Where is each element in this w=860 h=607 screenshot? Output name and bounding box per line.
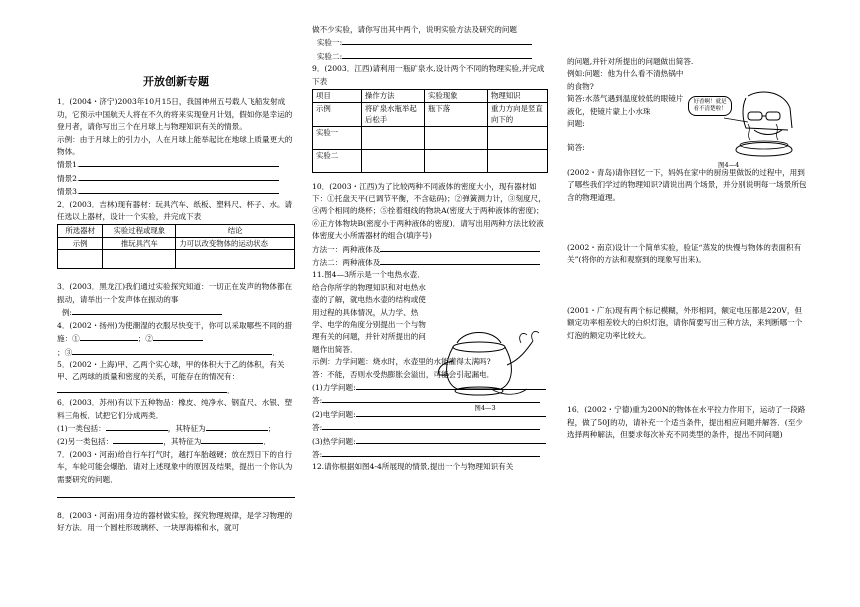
q9-header-item: 项目 — [313, 90, 362, 103]
question-7: 7．(2003・河南)给自行车打气时，越打车胎越硬；放在烈日下的自行车，车轮可能会爆胎．请对上述现象中的原因及结果，提出一个你认为需要研究的问题． — [57, 449, 293, 484]
figure-4-4-caption: 图4—4 — [718, 161, 740, 169]
question-9: 9．(2003．江西)请利用一瓶矿泉水,设计两个不同的物理实验,并完成下表 — [312, 64, 545, 86]
question-13: (2002・青岛)请你回忆一下，妈妈在家中的厨房里做饭的过程中，用到了哪些我们学过的物理知识?请说出两个场景，并分别说明每一场景所包含的物理道理。 — [567, 167, 807, 202]
question-12-cont: 的问题,并针对所提出的问题做出简答. — [567, 57, 694, 66]
thermal-answer-line: 答: — [312, 448, 548, 461]
experiment-2-line: 实验二: — [312, 50, 548, 63]
mechanics-question-line: (1)力学问题: — [312, 381, 548, 394]
q9-row-exp2: 实验二 — [313, 149, 362, 172]
question-8: 8．(2003・河南)用身边的器材做实验，探究物理规律，是学习物理的好方法．用一个圆柱形玻璃杯、一块厚海棉和水，就可 — [57, 510, 293, 533]
mechanics-answer-line: 答: — [312, 394, 548, 407]
q2-cell-process: 推玩具汽车 — [103, 237, 176, 250]
man-cooking-icon — [688, 88, 808, 164]
question-4: 4．(2002・扬州)为使潮湿的衣服尽快变干，你可以采取哪些不同的措施：① ；② — [57, 320, 293, 344]
q9-row-example: 示例 — [313, 102, 362, 126]
question-16: 16．(2002・宁德)重为200N的物体在水平拉力作用下，运动了一段路程，做了50J的功，请补充一个适当条件，提出相应问题并解答．(至少选择两种解法，但要求每次补充不同类型的条件，提出不同问题) — [567, 405, 806, 439]
question-7-answer-line — [57, 486, 295, 498]
figure-4-3-caption: 图4—3 — [474, 404, 496, 412]
question-14: (2002・南京)设计一个简单实验，验证“蒸发的快慢与物体的表面积有关”(将你的方法和观察到的现象写出来)。 — [567, 243, 802, 265]
question-2: 2．(2003．吉林)现有器材：玩具汽车、纸板、塑料尺、杯子、水。请任选以上器材，设计一个实验，并完成下表 — [57, 199, 293, 222]
question-15: (2001・广东)现有两个标记模糊，外形相同，额定电压都是220V，但额定功率相差较大的白炽灯泡，请你简要写出三种方法，来判断哪一个灯泡的额定功率比较大。 — [567, 305, 803, 340]
question-12-answer: 简答: — [567, 143, 585, 153]
scenario-2-line: 情景2. — [57, 172, 295, 185]
q9-header-method: 操作方法 — [362, 90, 425, 103]
q9-header-phenomenon: 实验现象 — [425, 90, 488, 103]
kettle-icon — [435, 325, 543, 399]
question-11-example: 示例：力学问题：烧水时，水壶里的水能灌得太满吗? — [312, 357, 491, 367]
steamed-glasses-figure — [688, 88, 808, 178]
method-1-line: 方法一：两种液体及 — [312, 243, 548, 256]
q9-cell-method: 将矿泉水瓶举起后松手 — [362, 102, 425, 126]
page-title: 开放创新专题 — [143, 75, 209, 88]
method-2-line: 方法二：两种液体及 — [312, 256, 548, 269]
q9-cell-knowledge: 重力方向是竖直向下的 — [488, 102, 548, 126]
kettle-figure — [435, 325, 543, 412]
question-4-third: ；③ ． — [57, 347, 280, 357]
q9-cell-phenomenon: 瓶下落 — [425, 102, 488, 126]
experiment-1-line: 实验一: — [312, 36, 548, 49]
electric-answer-line: 答: — [312, 421, 548, 434]
q9-header-knowledge: 物理知识 — [488, 90, 548, 103]
q2-cell-example: 示例 — [58, 237, 103, 250]
q2-table — [57, 224, 295, 269]
q2-header-materials: 所选器材 — [58, 225, 103, 238]
thermal-question-line: (3)热学问题: — [312, 435, 548, 448]
q9-table — [312, 89, 548, 173]
question-1: 1．(2004・济宁)2003年10月15日，我国神州五号载人飞船发射成功，它预示中国航天人将在不久的将来实现登月计划，假如你是幸运的登月者，请你写出三个在月球上与物理知识有关的情景。 — [57, 97, 293, 132]
q2-header-process: 实验过程或现象 — [103, 225, 176, 238]
question-8-cont: 做不少实验，请你写出其中两个，说明实验方法及研究的问题 — [312, 25, 518, 34]
question-6-class-1: (1)一类包括： ，其特征为 ； — [57, 423, 276, 433]
scenario-3-line: 情景3. — [57, 185, 295, 198]
question-11: 11.图4—3所示是一个电热水壶．给合你所学的物理知识和对电热水壶的了解，就电热水壶的结构或使用过程的具体情况，从力学、热学、电学的角度分别提出一个与物理有关的问题，并针对所提出的问题作出简答． — [312, 270, 426, 354]
column-3 — [567, 0, 807, 441]
electric-question-line: (2)电学问题: — [312, 408, 548, 421]
scenario-1-line: 情景1. — [57, 158, 295, 171]
question-6: 6．(2003．苏州)有以下五种物品：橡皮、纯净水、钢直尺、水银、塑料三角板．试把它们分成两类． — [57, 398, 293, 420]
question-10: 10．(2003・江西)为了比较两种不同液体的密度大小，现有器材如下：①托盘天平(已调节平衡，不含砝码)；②弹簧测力计，③刻度尺，④两个相同的烧杯；⑤拴着细线的物块A(密度大于两种液体的密度)；⑥正方体物块B(密度小于两种液体的密度)．请写出用两种方法比较液体密度大小所需器材的组合(填序号) — [312, 181, 546, 241]
question-11-answer: 答：不能，否则水受热膨胀会溢出，可能会引起漏电． — [312, 369, 495, 379]
question-12-problem: 问题: — [567, 119, 585, 129]
speech-bubble-text: 好香啊！就是看不清楚啦！ — [693, 99, 727, 112]
question-12: 12.请你根据如图4-4所展现的情景,提出一个与物理知识有关 — [312, 462, 514, 472]
question-5: 5．(2002・上海)甲、乙两个实心球，甲的体积大于乙的体积，有关甲、乙两球的质量和密度的关系，可能存在的情况有：． — [57, 359, 285, 395]
question-12-example-q: 例如:问题：他为什么看不清热锅中的食物? — [567, 69, 684, 91]
question-12-example-a: 简答:水蒸气遇到温度较低的眼镜片液化，使镜片蒙上小水珠 — [567, 94, 684, 116]
question-6-class-2: (2)另一类包括： ，其特征为 ． — [57, 437, 271, 447]
q2-cell-conclusion: 力可以改变物体的运动状态 — [176, 237, 295, 250]
column-1 — [57, 0, 295, 535]
q2-header-conclusion: 结论 — [176, 225, 295, 238]
question-3-example: 例: — [57, 306, 295, 319]
question-1-example: 示例：由于月球上的引力小，人在月球上能举起比在地球上质量更大的物体。 — [57, 134, 293, 157]
question-3: 3．(2003．黑龙江)我们通过实验探究知道：一切正在发声的物体都在振动，请举出一个发声体在振动的事 — [57, 282, 293, 304]
q9-row-exp1: 实验一 — [313, 126, 362, 149]
